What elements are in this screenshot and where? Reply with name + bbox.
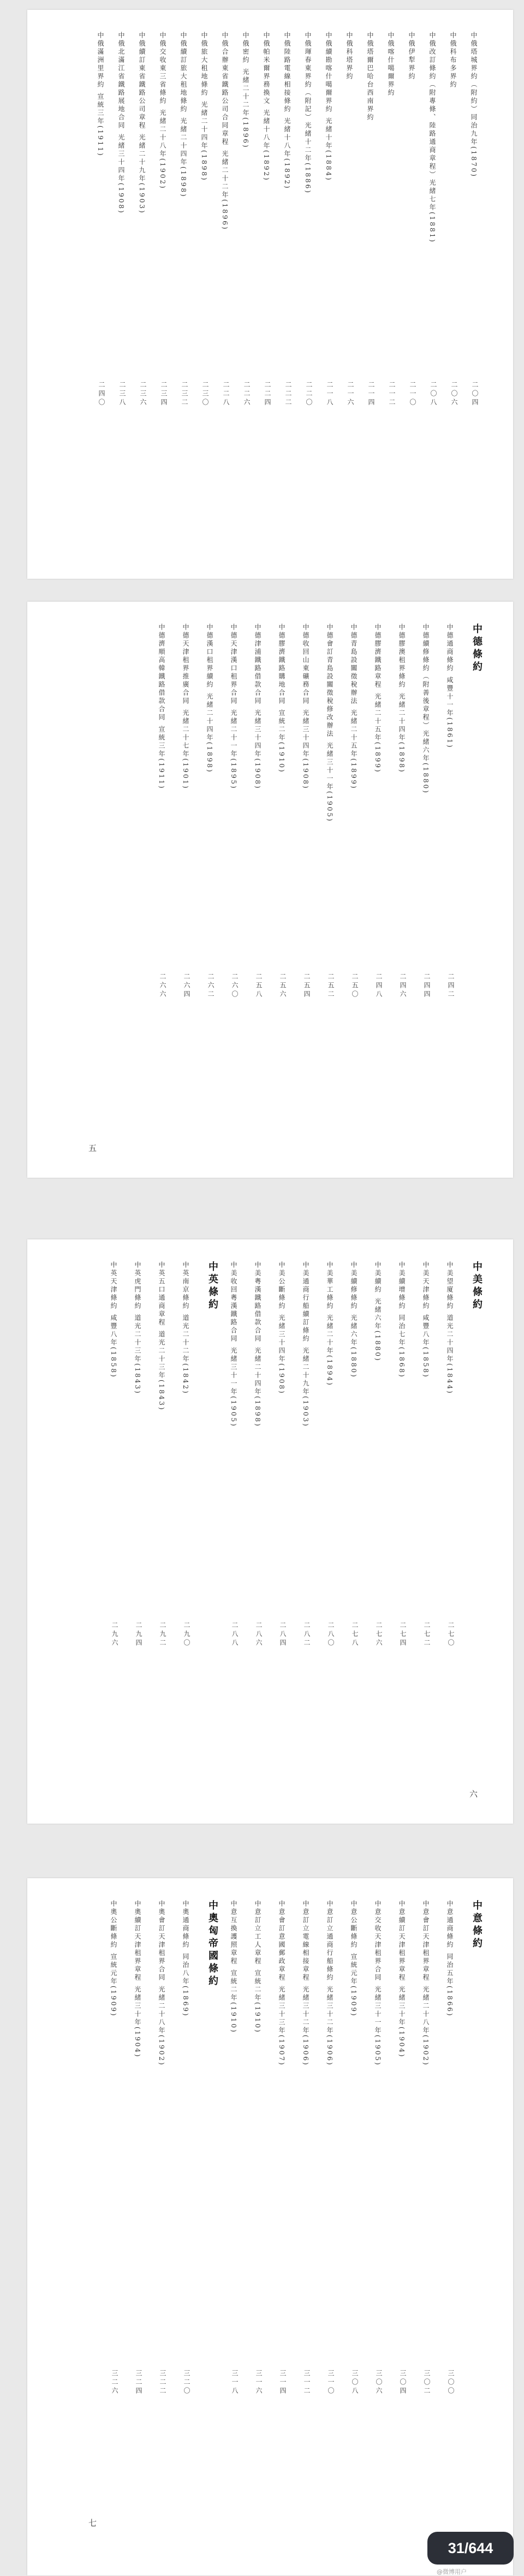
toc-entry-title: 中奧續訂天津租界章程 光緒三十年(1904) [134,1900,141,2058]
toc-entry-page: 三二〇 [183,2370,190,2396]
toc-entry-title: 中俄密約 光緒二十二年(1896) [242,32,249,149]
toc-entry-title: 中俄改訂條約（附專條、陸路通商章程）光緒七年(1881) [428,32,436,244]
toc-entry-page: 二九四 [135,1622,142,1648]
toc-entry-title: 中俄喀什噶爾界約 [387,32,395,97]
toc-entry-page: 二三四 [160,381,168,407]
toc-entry-page: 二七二 [423,1622,431,1648]
toc-entry-title: 中俄續勘喀什噶爾界約 光緒十年(1884) [325,32,332,182]
toc-entry-page: 二七四 [399,1622,407,1648]
toc-entry-page: 二六四 [183,973,190,999]
toc-entry-page: 二三二 [181,381,188,407]
toc-entry-page: 二一〇 [409,381,416,407]
toc-entry-page: 二四二 [447,973,455,999]
toc-entry-page: 二三〇 [201,381,209,407]
toc-entry-page: 三一二 [303,2370,311,2396]
toc-entry-title: 中英南京條約 道光二十二年(1842) [182,1261,189,1395]
toc-entry-title: 中俄塔城界約（附約）同治九年(1870) [470,32,478,178]
toc-entry-title: 中英五口通商章程 道光二十三年(1843) [158,1261,165,1411]
toc-entry-title: 中德天津漢口租界合同 光緒二十一年(1895) [230,624,237,790]
toc-entry-page: 二一二 [388,381,396,407]
document-page-3 [27,1239,513,1824]
toc-entry-title: 中奧公斷條約 宣統元年(1909) [110,1900,117,2017]
document-page-2 [27,602,513,1178]
toc-entry-title: 中美公斷條約 光緒三十四年(1908) [278,1261,285,1395]
toc-entry-page: 二四四 [423,973,431,999]
toc-entry-title: 中德津浦鐵路借款合同 光緒三十四年(1908) [254,624,261,790]
toc-entry-page: 三〇二 [423,2370,431,2396]
toc-entry-title: 中美望廈條約 道光二十四年(1844) [446,1261,454,1395]
toc-entry-page: 二八六 [255,1622,263,1648]
toc-entry-page: 三〇〇 [447,2370,455,2396]
toc-entry-title: 中美通商行船續訂條約 光緒二十九年(1903) [302,1261,309,1428]
toc-entry-title: 中意公斷條約 宣統元年(1909) [350,1900,358,2017]
toc-entry-page: 三一四 [279,2370,287,2396]
toc-entry-title: 中意訂立電線相接章程 光緒三十二年(1906) [302,1900,309,2067]
toc-entry-title: 中德膠澳租界條約 光緒二十四年(1898) [398,624,406,774]
toc-entry-page: 二八〇 [327,1622,335,1648]
toc-entry-page: 三〇六 [375,2370,383,2396]
toc-entry-title: 中奧通商條約 同治八年(1869) [182,1900,189,2017]
toc-entry-page: 二九六 [111,1622,118,1648]
toc-entry-title: 中俄滿洲里界約 宣統三年(1911) [97,32,104,157]
toc-entry-title: 中俄續訂旅大租地條約 光緒二十四年(1898) [180,32,187,198]
toc-entry-page: 二二四 [264,381,271,407]
toc-entry-page: 三二四 [135,2370,142,2396]
toc-entry-title: 中德青島設關徵稅辦法 光緒二十五年(1899) [350,624,358,790]
toc-entry-title: 中奧會訂天津租界合同 光緒二十八年(1902) [158,1900,165,2067]
toc-entry-title: 中美華工條約 光緒二十年(1894) [326,1261,334,1387]
page-counter-badge: 31/644 [427,2532,514,2565]
toc-entry-page: 二四八 [375,973,383,999]
toc-entry-page: 二三六 [139,381,147,407]
toc-entry-title: 中英虎門條約 道光二十三年(1843) [134,1261,141,1395]
toc-entry-page: 二〇八 [430,381,437,407]
toc-entry-title: 中俄合辦東省鐵路公司合同章程 光緒二十二年(1896) [221,32,229,231]
toc-entry-title: 中意互換護照章程 宣統二年(1910) [230,1900,237,2034]
toc-entry-title: 中英天津條約 咸豐八年(1858) [110,1261,117,1379]
toc-entry-page: 二一四 [367,381,375,407]
toc-entry-title: 中德收回山東礦務合同 光緒三十四年(1908) [302,624,309,790]
toc-entry-page: 二八四 [279,1622,287,1648]
toc-entry-title: 中美收回粵漢鐵路合同 光緒三十一年(1905) [230,1261,237,1428]
toc-entry-page: 二六二 [207,973,215,999]
page-number: 六 [469,1789,478,1799]
toc-entry-title: 中意通商條約 同治五年(1866) [446,1900,454,2017]
toc-entry-page: 二一八 [326,381,334,407]
toc-entry-page: 三一六 [255,2370,263,2396]
toc-entry-page: 二八二 [303,1622,311,1648]
toc-entry-title: 中德漢口租界續約 光緒二十四年(1898) [206,624,213,774]
section-heading: 中奧匈帝國條約 [207,1900,218,1988]
toc-entry-page: 二一六 [347,381,354,407]
section-heading: 中德條約 [471,624,483,674]
toc-entry-page: 三一〇 [327,2370,335,2396]
toc-entry-title: 中美續約 光緒六年(1880) [374,1261,382,1362]
toc-entry-title: 中意會訂天津租界章程 光緒二十八年(1902) [422,1900,430,2067]
toc-entry-title: 中俄旅大租地條約 光緒二十四年(1898) [200,32,208,182]
toc-entry-page: 三〇八 [351,2370,359,2396]
toc-entry-page: 二四六 [399,973,407,999]
toc-entry-page: 三二六 [111,2370,118,2396]
toc-entry-title: 中德膠濟鐵路購地合同 宣統二年(1910) [278,624,285,774]
toc-entry-title: 中德天津租界推廣合同 光緒二十七年(1901) [182,624,189,790]
toc-entry-page: 三二二 [159,2370,166,2396]
section-heading: 中美條約 [471,1261,483,1311]
toc-entry-page: 二二六 [243,381,251,407]
toc-entry-page: 二九〇 [183,1622,190,1648]
section-heading: 中意條約 [471,1900,483,1950]
toc-entry-title: 中德濟順高韓鐵路借款合同 宣統三年(1911) [158,624,165,790]
toc-entry-title: 中美續修條約 光緒六年(1880) [350,1261,358,1379]
toc-entry-title: 中美粵漢鐵路借款合同 光緒二十四年(1898) [254,1261,261,1428]
toc-entry-title: 中俄北滿江省鐵路展地合同 光緒三十四年(1908) [117,32,125,215]
toc-entry-title: 中意訂立工人章程 宣統二年(1910) [254,1900,261,2034]
toc-entry-page: 二六〇 [231,973,239,999]
toc-entry-title: 中俄帕米爾界務換文 光緒十八年(1892) [263,32,270,182]
toc-entry-page: 二九二 [159,1622,166,1648]
toc-entry-title: 中德膠濟鐵路章程 光緒二十五年(1899) [374,624,382,774]
toc-entry-page: 二五六 [279,973,287,999]
toc-entry-page: 三一八 [231,2370,239,2396]
toc-entry-title: 中德續修條約（附善後章程）光緒六年(1880) [422,624,430,794]
toc-entry-page: 二五四 [303,973,311,999]
section-heading: 中英條約 [207,1261,218,1311]
toc-entry-page: 二二〇 [305,381,313,407]
toc-entry-page: 二〇六 [450,381,458,407]
page-number: 七 [88,2518,97,2528]
toc-entry-title: 中俄交收東三省條約 光緒二十八年(1902) [159,32,166,190]
toc-entry-title: 中意交收天津租界合同 光緒三十一年(1905) [374,1900,382,2067]
toc-entry-page: 二六六 [159,973,166,999]
page-number: 五 [88,1143,97,1153]
toc-entry-page: 二八八 [231,1622,239,1648]
toc-entry-page: 二七八 [351,1622,359,1648]
document-page-1 [27,10,513,579]
toc-entry-page: 二五八 [255,973,263,999]
toc-entry-title: 中德通商條約 咸豐十一年(1861) [446,624,454,749]
toc-entry-title: 中意會訂意國郵政章程 光緒三十三年(1907) [278,1900,285,2067]
toc-entry-title: 中俄科塔界約 [346,32,353,81]
toc-entry-page: 二〇四 [471,381,479,407]
toc-entry-title: 中俄塔爾巴哈台西南界約 [366,32,374,122]
toc-entry-page: 二七六 [375,1622,383,1648]
toc-entry-title: 中俄續訂東省鐵路公司章程 光緒二十九年(1903) [138,32,146,215]
watermark: @微博用户 [437,2568,467,2575]
toc-entry-title: 中俄科布多界約 [449,32,457,89]
toc-entry-page: 二二八 [222,381,230,407]
toc-entry-title: 中美天津條約 咸豐八年(1858) [422,1261,430,1379]
toc-entry-page: 三〇四 [399,2370,407,2396]
toc-entry-page: 二七〇 [447,1622,455,1648]
toc-entry-title: 中意訂立通商行船條約 光緒三十二年(1906) [326,1900,334,2067]
toc-entry-title: 中美續增條約 同治七年(1868) [398,1261,406,1379]
toc-entry-title: 中俄琿春東界約（附記）光緒十二年(1886) [304,32,312,194]
toc-entry-title: 中俄伊犁界約 [408,32,415,81]
document-page-4 [27,1878,513,2575]
toc-entry-page: 二二二 [284,381,292,407]
toc-entry-page: 二四〇 [98,381,105,407]
toc-entry-page: 二五〇 [351,973,359,999]
toc-entry-title: 中德會訂青島設關徵稅修改辦法 光緒三十一年(1905) [326,624,334,823]
toc-entry-title: 中俄陸路電線相接條約 光緒十八年(1892) [283,32,291,190]
toc-entry-title: 中意續訂天津租界章程 光緒三十年(1904) [398,1900,406,2058]
toc-entry-page: 二三八 [118,381,126,407]
toc-entry-page: 二五二 [327,973,335,999]
